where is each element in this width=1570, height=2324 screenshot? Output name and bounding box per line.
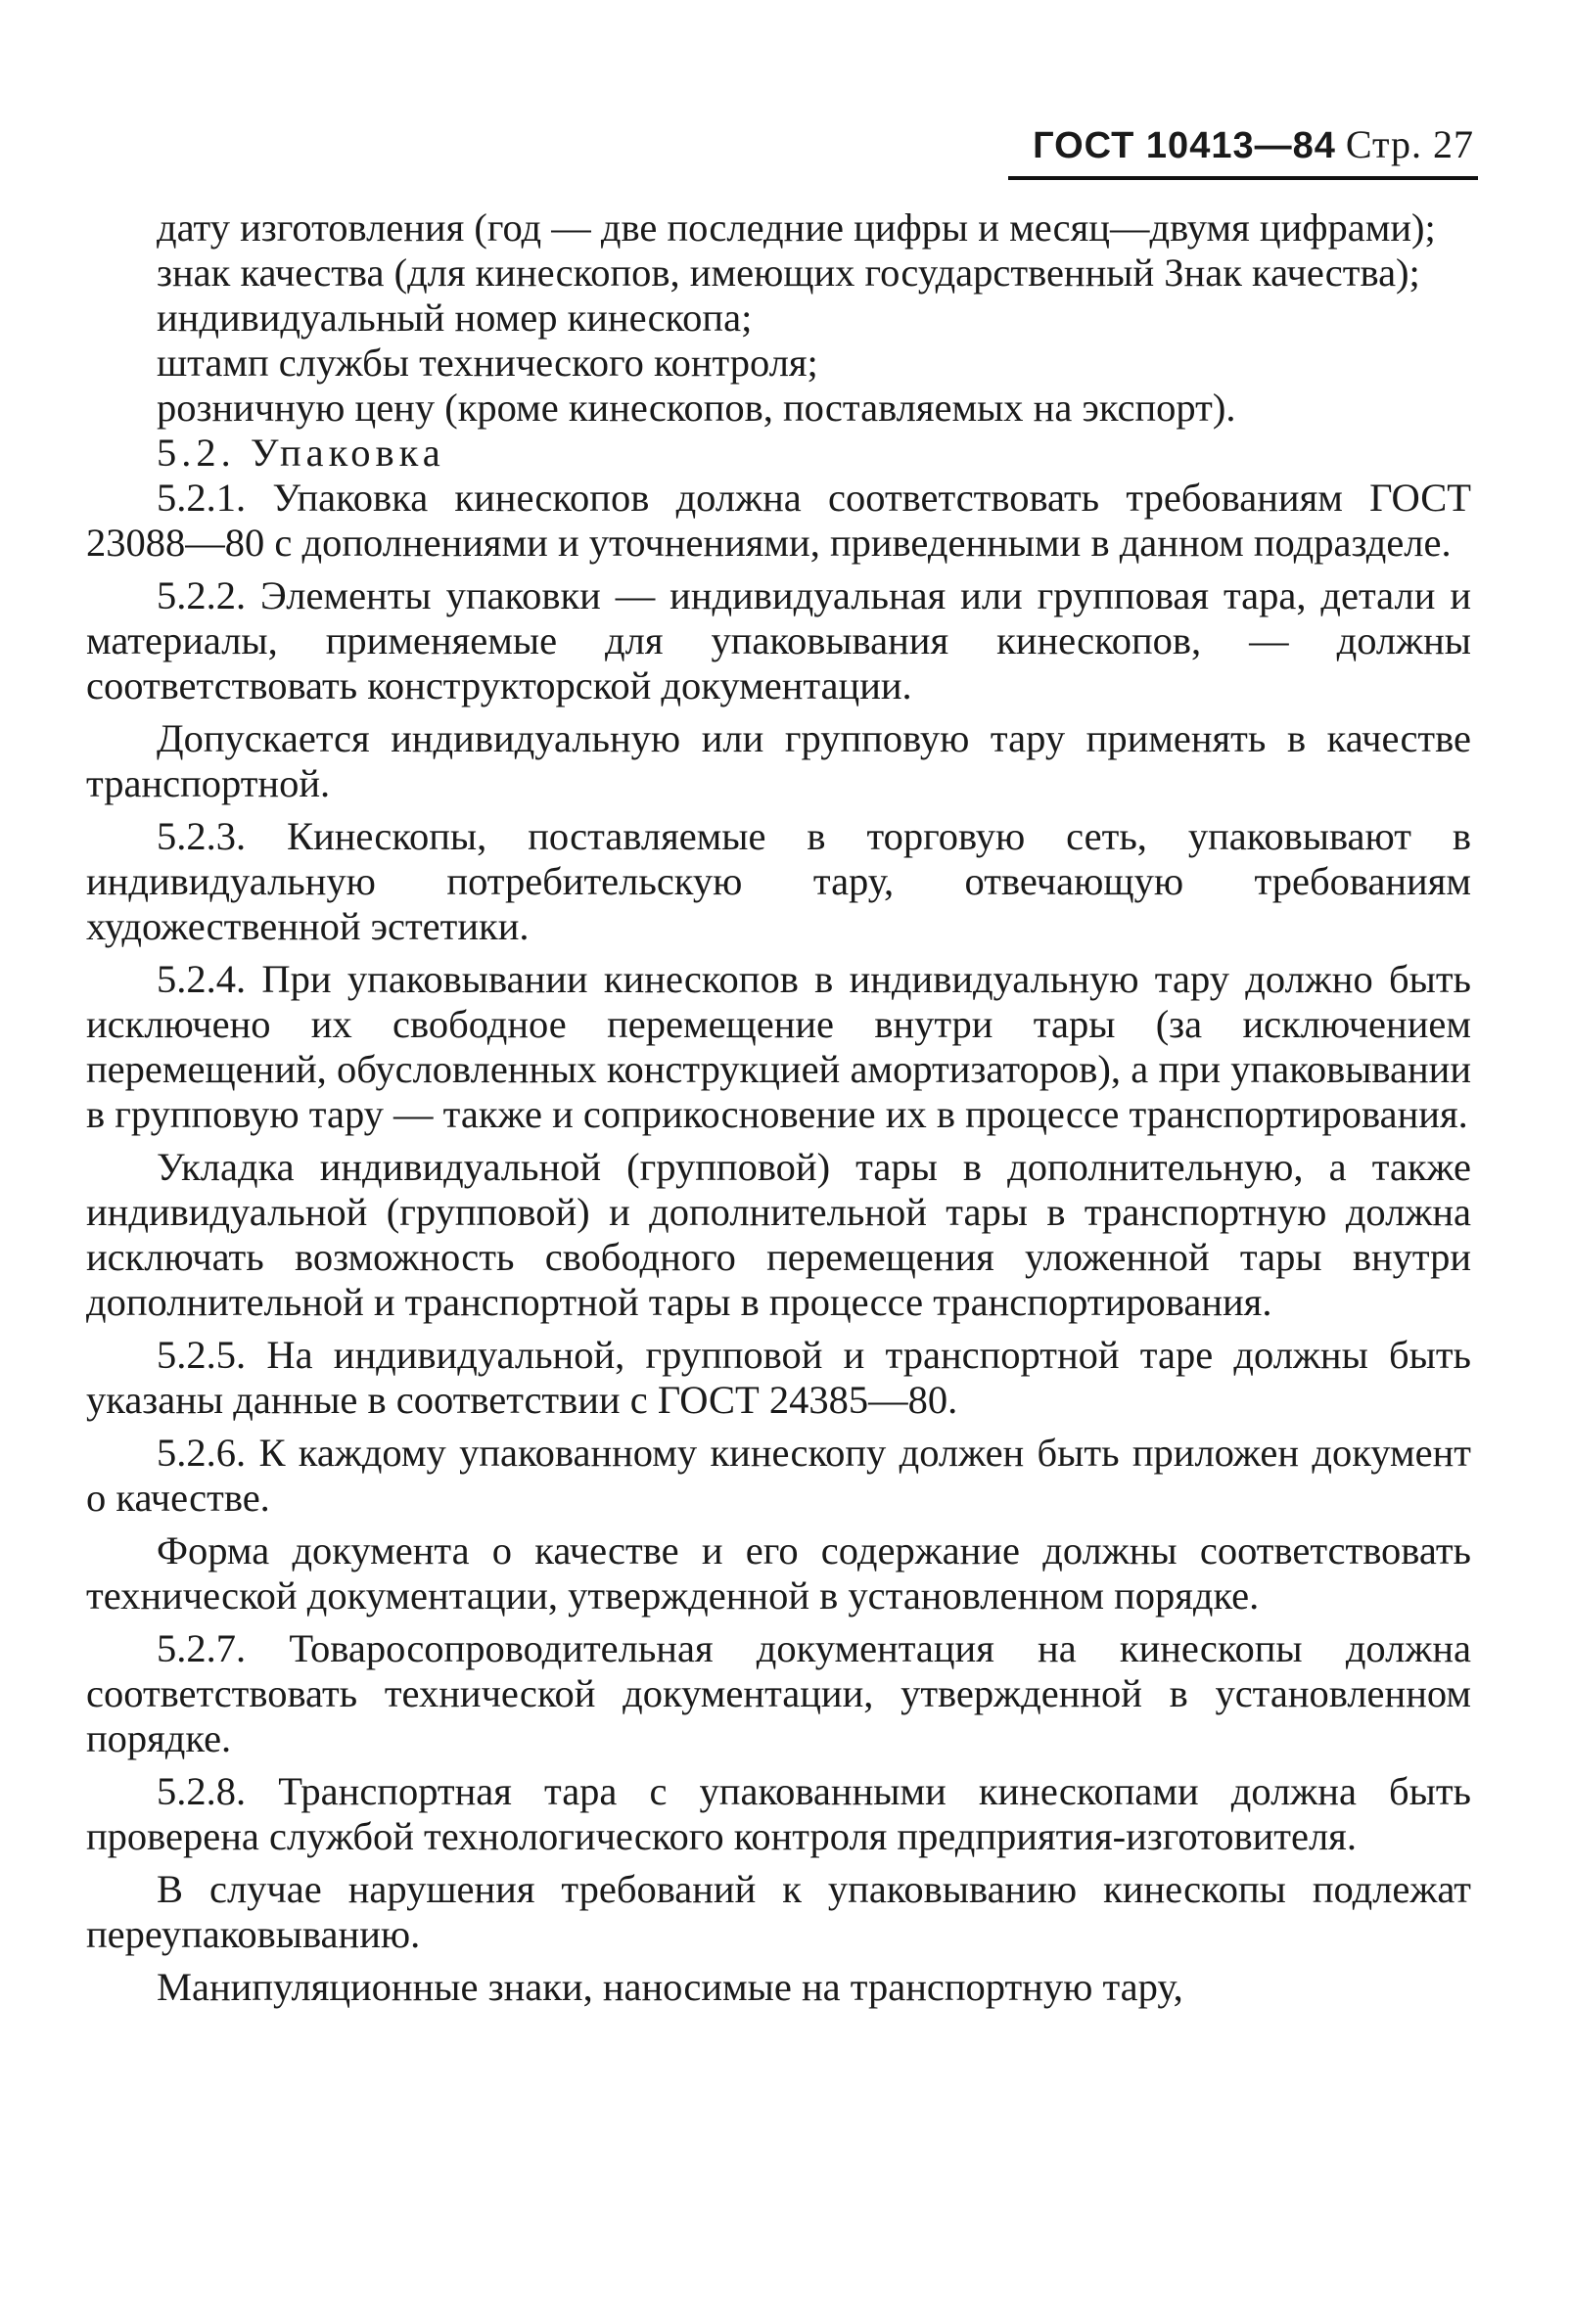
list-item: знак качества (для кинескопов, имеющих государственный Знак качества); <box>157 251 1420 295</box>
paragraph: Манипуляционные знаки, наносимые на транспортную тару, <box>157 1965 1183 2009</box>
paragraph: Форма документа о качестве и его содержание должны соответствовать технической документации, утвержденной в установленном порядке. <box>86 1528 1471 1618</box>
page-header <box>1033 121 1474 167</box>
clause-5-2-3: 5.2.3. Кинескопы, поставляемые в торговую сеть, упаковывают в индивидуальную потребительскую тару, отвечающую требованиям художественной эстетики. <box>86 814 1471 948</box>
header-rule <box>1008 176 1478 180</box>
clause-5-2-5: 5.2.5. На индивидуальной, групповой и транспортной таре должны быть указаны данные в соответствии с ГОСТ 24385—80. <box>86 1333 1471 1422</box>
paragraph: В случае нарушения требований к упаковыванию кинескопы подлежат переупаковыванию. <box>86 1867 1471 1956</box>
list-item: дату изготовления (год — две последние цифры и месяц—двумя цифрами); <box>157 205 1436 250</box>
standard-number: ГОСТ 10413—84 <box>1033 125 1336 166</box>
list-item: индивидуальный номер кинескопа; <box>157 296 753 340</box>
clause-5-2-1: 5.2.1. Упаковка кинескопов должна соответствовать требованиям ГОСТ 23088—80 с дополнениями и уточнениями, приведенными в данном подразделе. <box>86 476 1471 565</box>
clause-5-2-7: 5.2.7. Товаросопроводительная документация на кинескопы должна соответствовать технической документации, утвержденной в установленном порядке. <box>86 1626 1471 1760</box>
clause-5-2-4: 5.2.4. При упаковывании кинескопов в индивидуальную тару должно быть исключено их свободное перемещение внутри тары (за исключением перемещений, обусловленных конструкцией амортизаторов), а при упаковывании в групповую тару — также и соприкосновение их в процессе транспортирования. <box>86 957 1471 1136</box>
document-body <box>86 205 1471 2010</box>
page-number: Стр. 27 <box>1345 122 1474 166</box>
clause-5-2-8: 5.2.8. Транспортная тара с упакованными кинескопами должна быть проверена службой технологического контроля предприятия-изготовителя. <box>86 1769 1471 1858</box>
clause-5-2-2: 5.2.2. Элементы упаковки — индивидуальная или групповая тара, детали и материалы, применяемые для упаковывания кинескопов, — должны соответствовать конструкторской документации. <box>86 573 1471 707</box>
clause-5-2-6: 5.2.6. К каждому упакованному кинескопу должен быть приложен документ о качестве. <box>86 1431 1471 1520</box>
list-item: штамп службы технического контроля; <box>157 341 818 385</box>
paragraph: Укладка индивидуальной (групповой) тары в дополнительную, а также индивидуальной (групповой) и дополнительной тары в транспортную должна исключать возможность свободного перемещения уложенной тары внутри дополнительной и транспортной тары в процессе транспортирования. <box>86 1145 1471 1324</box>
paragraph: Допускается индивидуальную или групповую тару применять в качестве транспортной. <box>86 716 1471 805</box>
section-heading: 5.2. Упаковка <box>157 431 445 475</box>
list-item: розничную цену (кроме кинескопов, поставляемых на экспорт). <box>157 386 1236 430</box>
